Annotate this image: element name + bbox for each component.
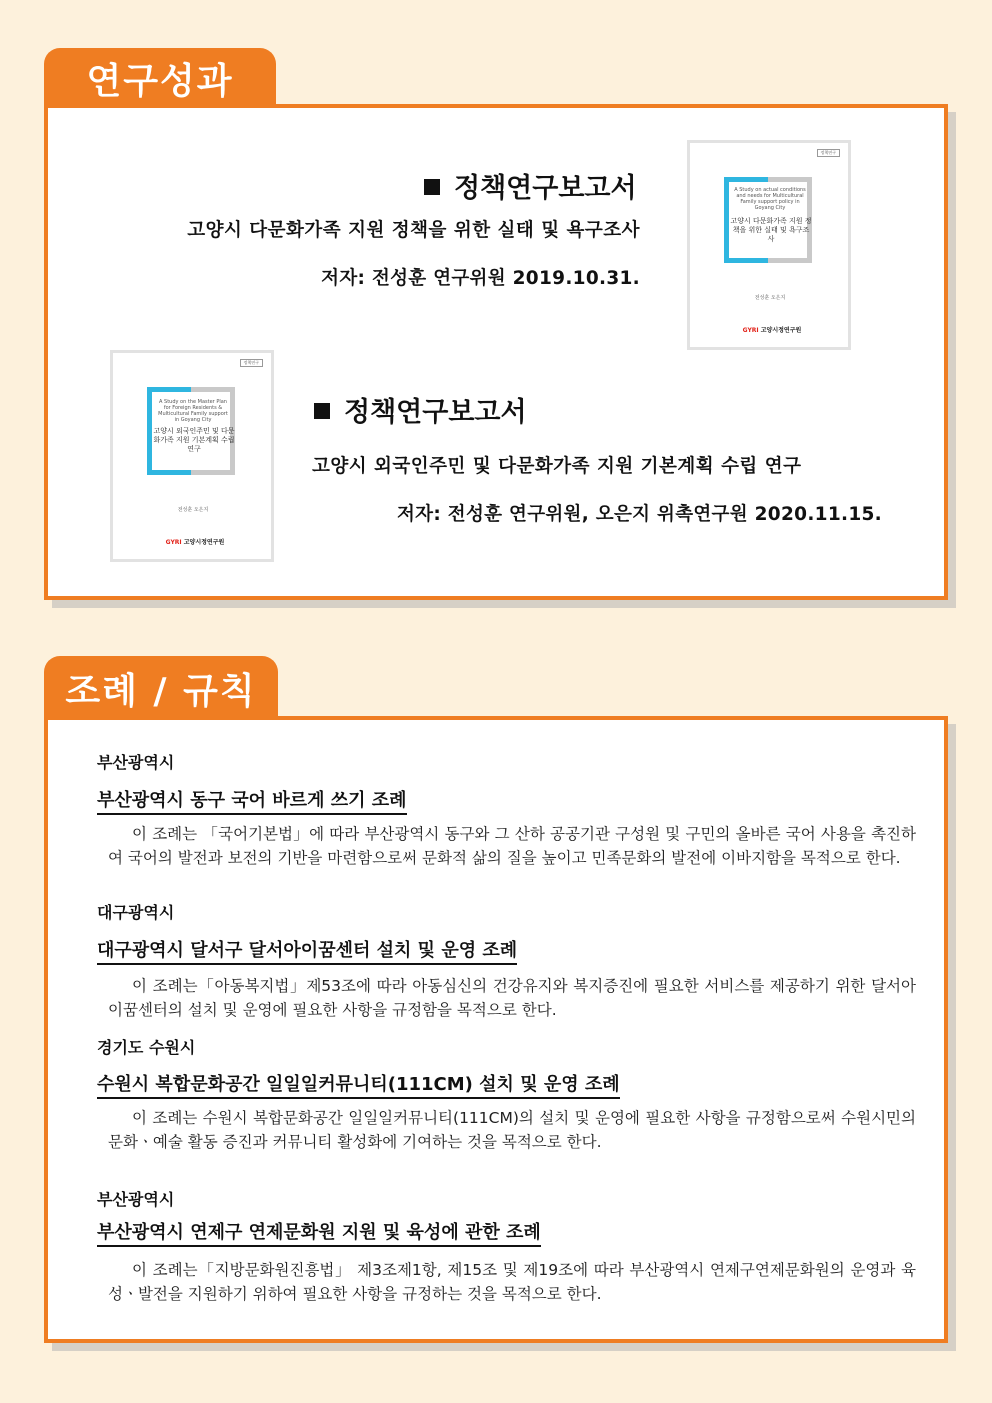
ordinance-section-tab [44, 656, 278, 720]
ordinance-title[interactable]: 수원시 복합문화공간 일일일커뮤니티(111CM) 설치 및 운영 조례 [97, 1070, 620, 1099]
ordinance-title[interactable]: 부산광역시 동구 국어 바르게 쓰기 조례 [97, 786, 407, 815]
report-cover-1[interactable] [687, 140, 851, 350]
ordinance-description: 이 조례는 수원시 복합문화공간 일일일커뮤니티(111CM)의 설치 및 운영에 필요한 사항을 규정함으로써 수원시민의 문화ㆍ예술 활동 증진과 커뮤니티 활성화에 기여하는 것을 목적으로 한다. [108, 1109, 916, 1151]
cover-kr-title: 고양시 다문화가족 지원 정책을 위한 실태 및 욕구조사 [730, 217, 812, 244]
cover-en-title: A Study on actual conditions and needs for Multicultural Family support policy in Goyang City [734, 187, 806, 211]
ordinance-region: 경기도 수원시 [97, 1038, 196, 1057]
ordinance-region: 부산광역시 [97, 1190, 175, 1209]
square-bullet-icon [424, 179, 440, 195]
report-1-author: 저자: 전성훈 연구위원 2019.10.31. [321, 268, 640, 289]
report-1-title: 고양시 다문화가족 지원 정책을 위한 실태 및 욕구조사 [187, 220, 640, 241]
cover-kr-title: 고양시 외국인주민 및 다문화가족 지원 기본계획 수립 연구 [153, 427, 235, 454]
ordinance-description: 이 조례는 「국어기본법」에 따라 부산광역시 동구와 그 산하 공공기관 구성원 및 구민의 올바른 국어 사용을 촉진하여 국어의 발전과 보전의 기반을 마련함으로써 문화적 삶의 질을 높이고 민족문화의 발전에 이바지함을 목적으로 한다. [108, 825, 916, 867]
ordinance-description: 이 조례는「아동복지법」제53조에 따라 아동심신의 건강유지와 복지증진에 필요한 서비스를 제공하기 위한 달서아이꿈센터의 설치 및 운영에 필요한 사항을 규정함을 목적으로 한다. [108, 977, 916, 1019]
gyri-logo: GYRI [742, 327, 759, 334]
report-2-heading: 정책연구보고서 [314, 390, 527, 429]
cover-publisher [730, 325, 814, 334]
report-cover-2[interactable] [110, 350, 274, 562]
cover-en-title: A Study on the Master Plan for Foreign Residents & Multicultural Family support in Goyang City [158, 399, 228, 423]
gyri-logo: GYRI [165, 539, 182, 546]
cover-publisher [153, 537, 237, 546]
cover-tag: 정책연구 [817, 149, 840, 157]
report-2-author: 저자: 전성훈 연구위원, 오은지 위촉연구원 2020.11.15. [397, 504, 882, 525]
cover-tag: 정책연구 [240, 359, 263, 367]
square-bullet-icon [314, 403, 330, 419]
publisher-name: 고양시정연구원 [760, 327, 802, 334]
ordinance-section-title: 조례 / 규칙 [65, 670, 257, 712]
ordinance-title[interactable]: 부산광역시 연제구 연제문화원 지원 및 육성에 관한 조례 [97, 1218, 541, 1247]
ordinance-title[interactable]: 대구광역시 달서구 달서아이꿈센터 설치 및 운영 조례 [97, 936, 517, 965]
report-2-title: 고양시 외국인주민 및 다문화가족 지원 기본계획 수립 연구 [312, 456, 802, 477]
research-section-title: 연구성과 [86, 60, 234, 102]
research-section-tab [44, 48, 276, 108]
report-1-heading: 정책연구보고서 [424, 166, 637, 205]
publisher-name: 고양시정연구원 [183, 539, 225, 546]
cover-authors: 전성훈 오은지 [177, 507, 209, 513]
ordinance-region: 부산광역시 [97, 753, 175, 772]
cover-authors: 전성훈 오은지 [754, 295, 786, 301]
ordinance-region: 대구광역시 [97, 903, 175, 922]
ordinance-description: 이 조례는「지방문화원진흥법」 제3조제1항, 제15조 및 제19조에 따라 부산광역시 연제구연제문화원의 운영과 육성ㆍ발전을 지원하기 위하여 필요한 사항을 규정하는 것을 목적으로 한다. [108, 1261, 916, 1303]
